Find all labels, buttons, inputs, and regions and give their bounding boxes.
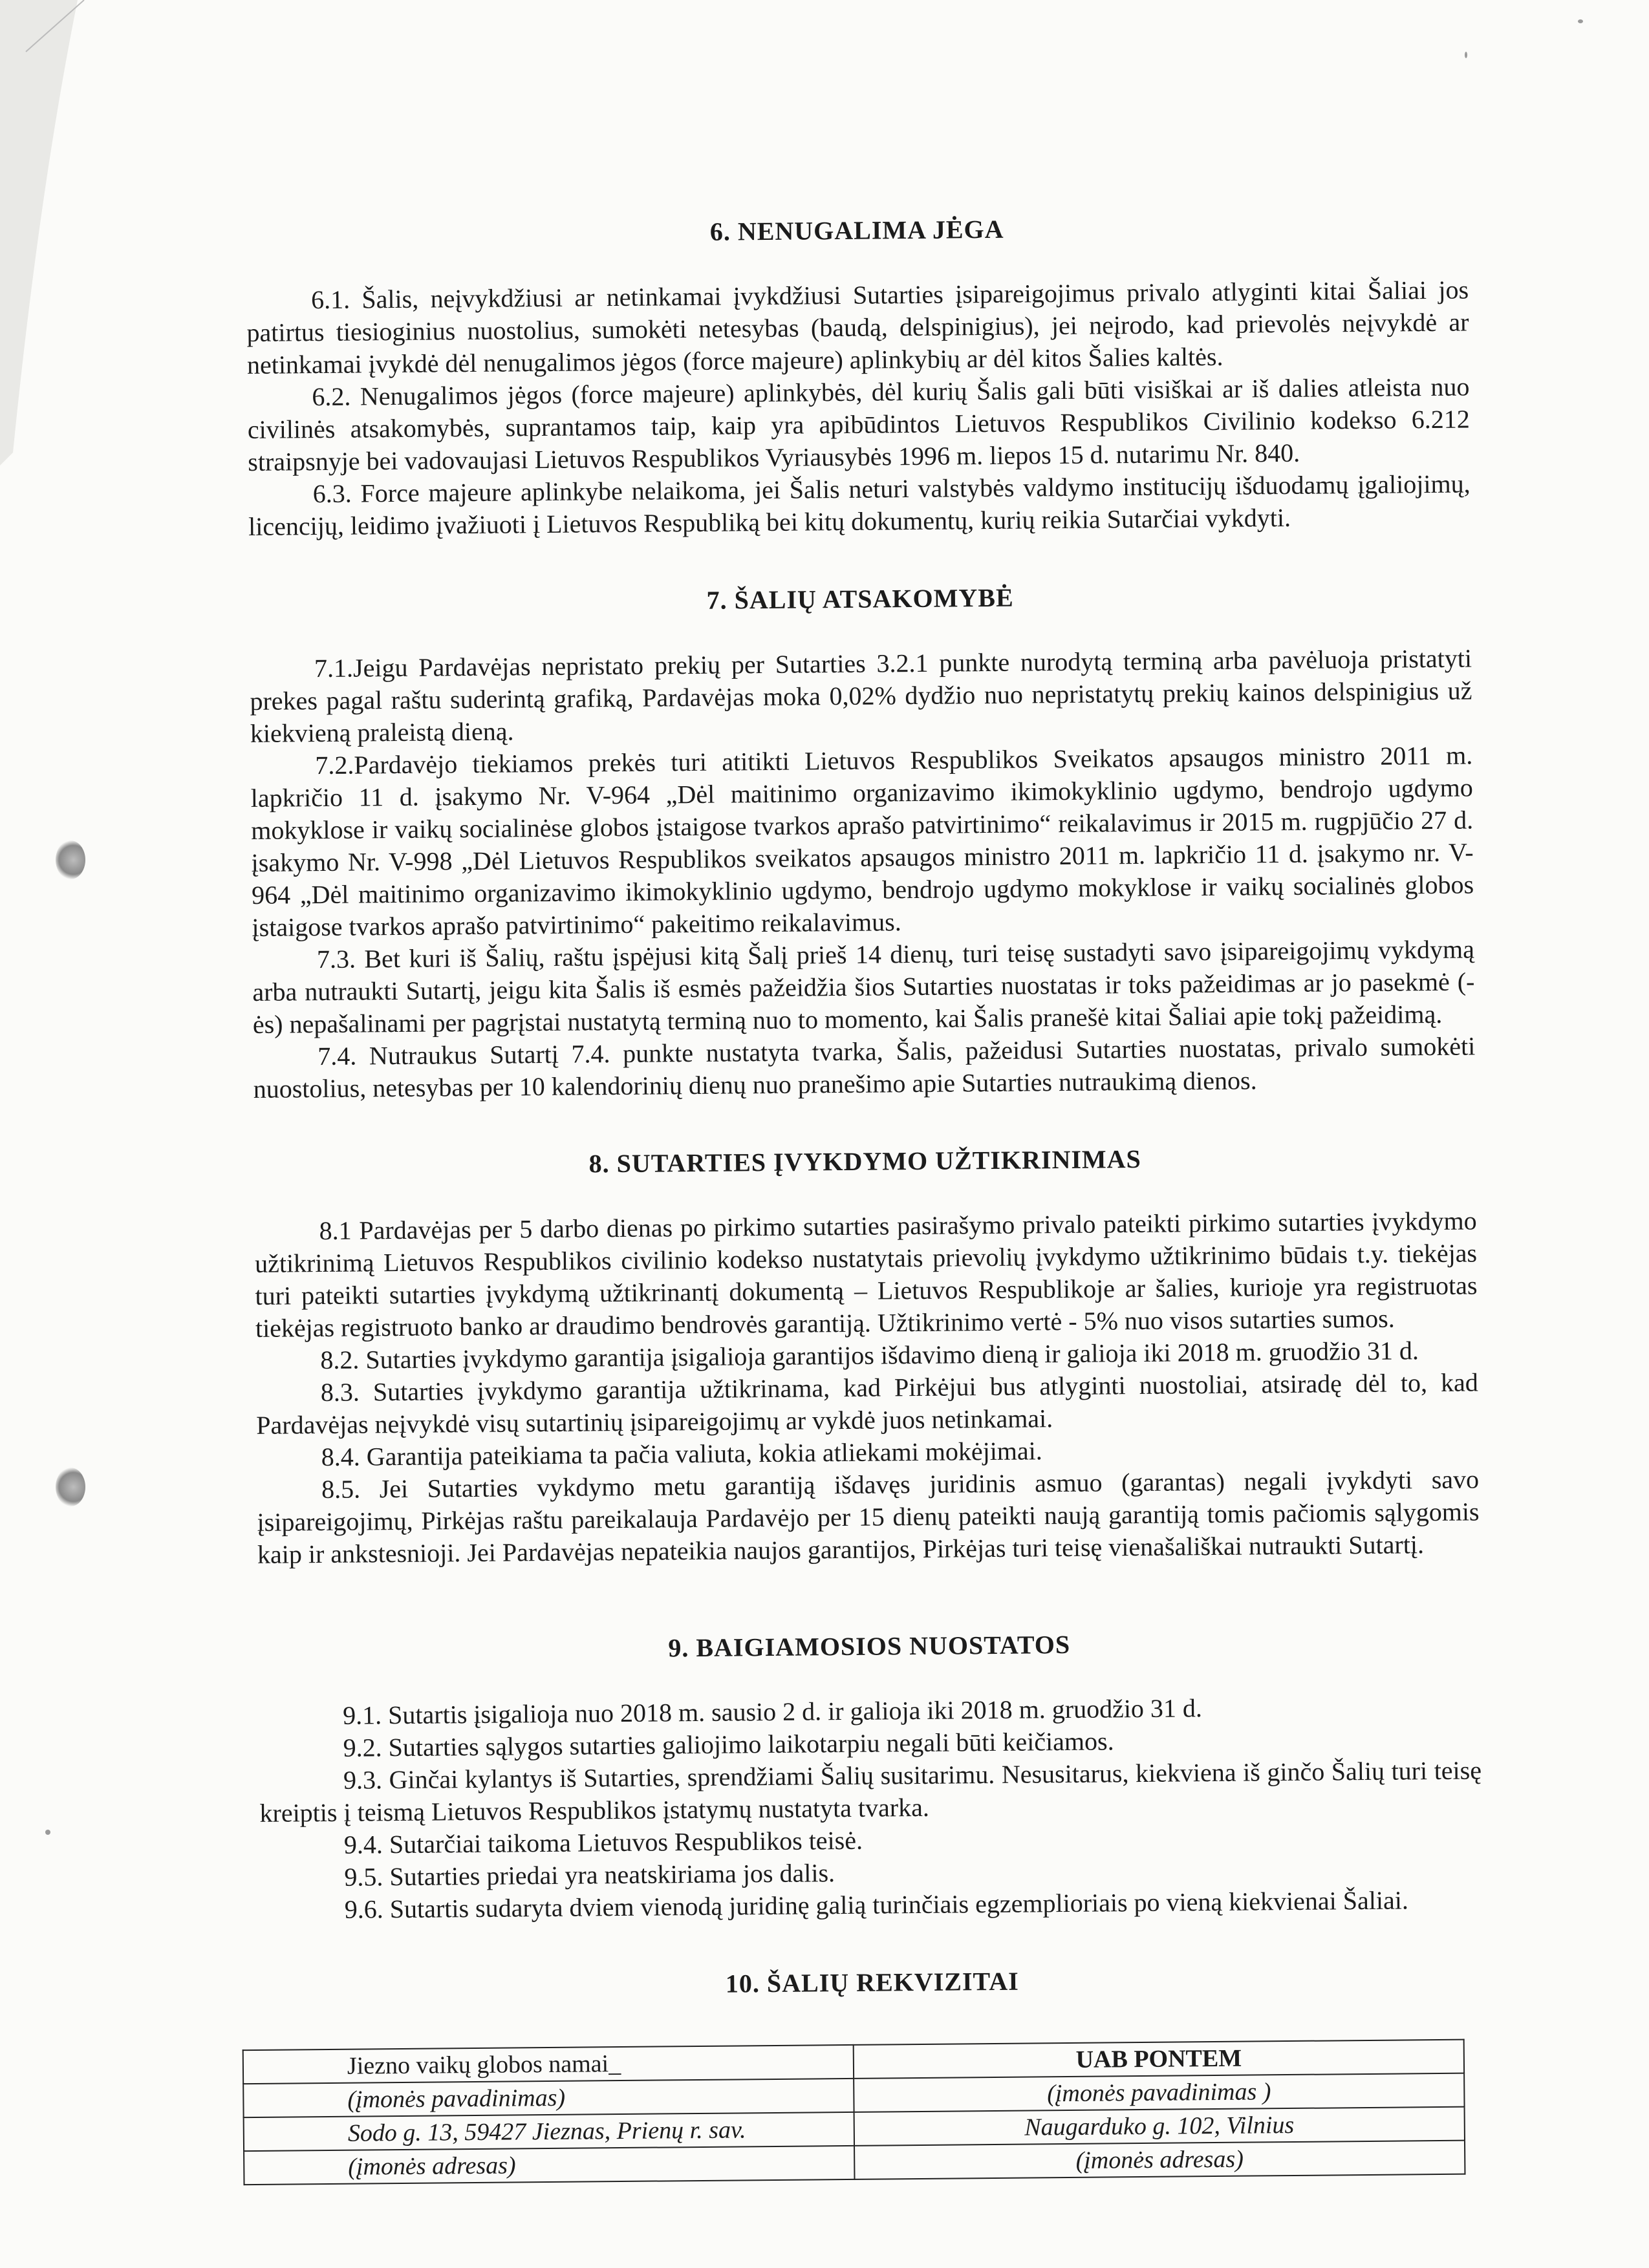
clause-7-4: 7.4. Nutraukus Sutartį 7.4. punkte nustatyta tvarka, Šalis, pažeidusi Sutarties nuostatas, privalo sumokėti nuostolius, netesybas per 10 kalendorinių dienų nuo pranešimo apie Sutarties nutraukimą dienos. xyxy=(253,1031,1476,1104)
parties-details-table xyxy=(242,2039,1466,2185)
clause-8-3: 8.3. Sutarties įvykdymo garantija užtikrinama, kad Pirkėjui bus atlyginti nuostoliai, atsiradę dėl to, kad Pardavėjas neįvykdė visų sutartinių įsipareigojimų ar vykdė juos netinkamai. xyxy=(256,1367,1478,1440)
clause-8-2: 8.2. Sutarties įvykdymo garantija įsigalioja garantijos išdavimo dieną ir galioja iki 2018 m. gruodžio 31 d. xyxy=(320,1336,1419,1375)
section-9-title: 9. BAIGIAMOSIOS NUOSTATOS xyxy=(668,1629,1071,1663)
section-7-title: 7. ŠALIŲ ATSAKOMYBĖ xyxy=(706,583,1014,615)
buyer-name: Jiezno vaikų globos namai_ xyxy=(243,2045,854,2084)
seller-address: Naugarduko g. 102, Vilnius xyxy=(854,2107,1465,2146)
scan-speck xyxy=(1465,52,1467,58)
clause-9-5: 9.5. Sutarties priedai yra neatskiriama jos dalis. xyxy=(344,1858,835,1892)
clause-9-3: 9.3. Ginčai kylantys iš Sutarties, sprendžiami Šalių susitarimu. Nesusitarus, kiekviena iš ginčo Šalių turi teisę kreiptis į teismą Lietuvos Respublikos įstatymų nustatyta tvarka. xyxy=(259,1755,1482,1828)
clause-8-4: 8.4. Garantija pateikiama ta pačia valiuta, kokia atliekami mokėjimai. xyxy=(321,1436,1042,1472)
section-10-title: 10. ŠALIŲ REKVIZITAI xyxy=(725,1966,1019,1998)
clause-9-2: 9.2. Sutarties sąlygos sutarties galiojimo laikotarpiu negali būti keičiamos. xyxy=(343,1726,1114,1762)
clause-7-1: 7.1.Jeigu Pardavėjas nepristato prekių per Sutarties 3.2.1 punkte nurodytą terminą arba pavėluoja pristatyti prekes pagal raštu suderintą grafiką, Pardavėjas moka 0,02% dydžio nuo nepristatytų prekių kainos delspinigius už kiekvieną praleistą dieną. xyxy=(250,643,1472,748)
seller-name: UAB PONTEM xyxy=(854,2040,1464,2079)
buyer-address: Sodo g. 13, 59427 Jieznas, Prienų r. sav. xyxy=(244,2112,854,2151)
clause-9-1: 9.1. Sutartis įsigalioja nuo 2018 m. sausio 2 d. ir galioja iki 2018 m. gruodžio 31 d. xyxy=(342,1693,1203,1730)
clause-6-3: 6.3. Force majeure aplinkybe nelaikoma, jei Šalis neturi valstybės valdymo institucijų išduodamų įgaliojimų, licencijų, leidimo įvažiuoti į Lietuvos Respubliką bei kitų dokumentų, kurių reikia Sutarčiai vykdyti. xyxy=(248,469,1471,541)
clause-8-5: 8.5. Jei Sutarties vykdymo metu garantiją išdavęs juridinis asmuo (garantas) negali įvykdyti savo įsipareigojimų, Pirkėjas raštu pareikalauja Pardavėjo per 15 dienų pateikti naują garantiją tomis pačiomis sąlygomis kaip ir ankstesnioji. Jei Pardavėjas nepateikia naujos garantijos, Pirkėjas turi teisę vienašališkai nutraukti Sutartį. xyxy=(257,1464,1480,1569)
scan-speck xyxy=(1578,19,1583,23)
punch-hole-top xyxy=(56,840,85,879)
clause-7-3: 7.3. Bet kuri iš Šalių, raštu įspėjusi kitą Šalį prieš 14 dienų, turi teisę sustadyti savo įsipareigojimų vykdymą arba nutraukti Sutartį, jeigu kita Šalis iš esmės pažeidžia šios Sutarties nuostatas ir toks pažeidimas ar jo pasekmė (-ės) nepašalinami per pagrįstai nustatytą terminą nuo to momento, kai Šalis pranešė kitai Šaliai apie tokį pažeidimą. xyxy=(252,934,1475,1039)
contract-text xyxy=(246,209,1485,2185)
punch-hole-bottom xyxy=(56,1468,85,1506)
buyer-address-label: (įmonės adresas) xyxy=(244,2146,854,2185)
section-8-title: 8. SUTARTIES ĮVYKDYMO UŽTIKRINIMAS xyxy=(588,1144,1142,1179)
seller-name-label: (įmonės pavadinimas ) xyxy=(854,2073,1464,2112)
clause-9-6: 9.6. Sutartis sudaryta dviem vienodą juridinę galią turinčiais egzemplioriais po vieną kiekvienai Šaliai. xyxy=(344,1885,1409,1924)
clause-7-2: 7.2.Pardavėjo tiekiamos prekės turi atitikti Lietuvos Respublikos Sveikatos apsaugos ministro 2011 m. lapkričio 11 d. įsakymo Nr. V-964 „Dėl maitinimo organizavimo ikimokyklinio ugdymo, bendrojo ugdymo mokyklose ir vaikų socialinėse globos įstaigose tvarkos aprašo patvirtinimo“ reikalavimus ir 2015 m. rugpjūčio 27 d. įsakymo Nr. V-998 „Dėl Lietuvos Respublikos sveikatos apsaugos ministro 2011 m. lapkričio 11 d. įsakymo nr. V-964 „Dėl maitinimo organizavimo ikimokyklinio ugdymo, bendrojo ugdymo mokyklose ir vaikų socialinės globos įstaigose tvarkos aprašo patvirtinimo“ pakeitimo reikalavimus. xyxy=(250,740,1474,942)
section-6-title: 6. NENUGALIMA JĖGA xyxy=(709,214,1004,246)
clause-9-4: 9.4. Sutarčiai taikoma Lietuvos Respublikos teisė. xyxy=(343,1825,863,1859)
clause-6-1: 6.1. Šalis, neįvykdžiusi ar netinkamai įvykdžiusi Sutarties įsipareigojimus privalo atlyginti kitai Šaliai jos patirtus tiesioginius nuostolius, sumokėti netesybas (baudą, delspinigius), jei neįrodo, kad prievolės neįvykdė ar netinkamai įvykdė dėl nenugalimos jėgos (force majeure) aplinkybių ar dėl kitos Šalies kaltės. xyxy=(246,275,1469,380)
page-edge-shadow xyxy=(0,0,129,2268)
seller-address-label: (įmonės adresas) xyxy=(854,2141,1465,2179)
scan-speck xyxy=(45,1830,50,1835)
clause-6-2: 6.2. Nenugalimos jėgos (force majeure) aplinkybės, dėl kurių Šalis gali būti visiškai ar iš dalies atleista nuo civilinės atsakomybės, suprantamos taip, kaip yra apibūdintos Lietuvos Respublikos Civilinio kodekso 6.212 straipsnyje bei vadovaujasi Lietuvos Respublikos Vyriausybės 1996 m. liepos 15 d. nutarimu Nr. 840. xyxy=(247,372,1470,476)
buyer-name-label: (įmonės pavadinimas) xyxy=(243,2079,854,2117)
clause-8-1: 8.1 Pardavėjas per 5 darbo dienas po pirkimo sutarties pasirašymo privalo pateikti pirkimo sutarties įvykdymo užtikrinimą Lietuvos Respublikos civilinio kodekso nustatytais prievolių įvykdymo užtikrinimo būdais t.y. tiekėjas turi pateikti sutarties įvykdymą užtikrinantį dokumentą – Lietuvos Respublikoje ar šalies, kurioje yra registruotas tiekėjas registruoto banko ar draudimo bendrovės garantiją. Užtikrinimo vertė - 5% nuo visos sutarties sumos. xyxy=(254,1206,1478,1343)
